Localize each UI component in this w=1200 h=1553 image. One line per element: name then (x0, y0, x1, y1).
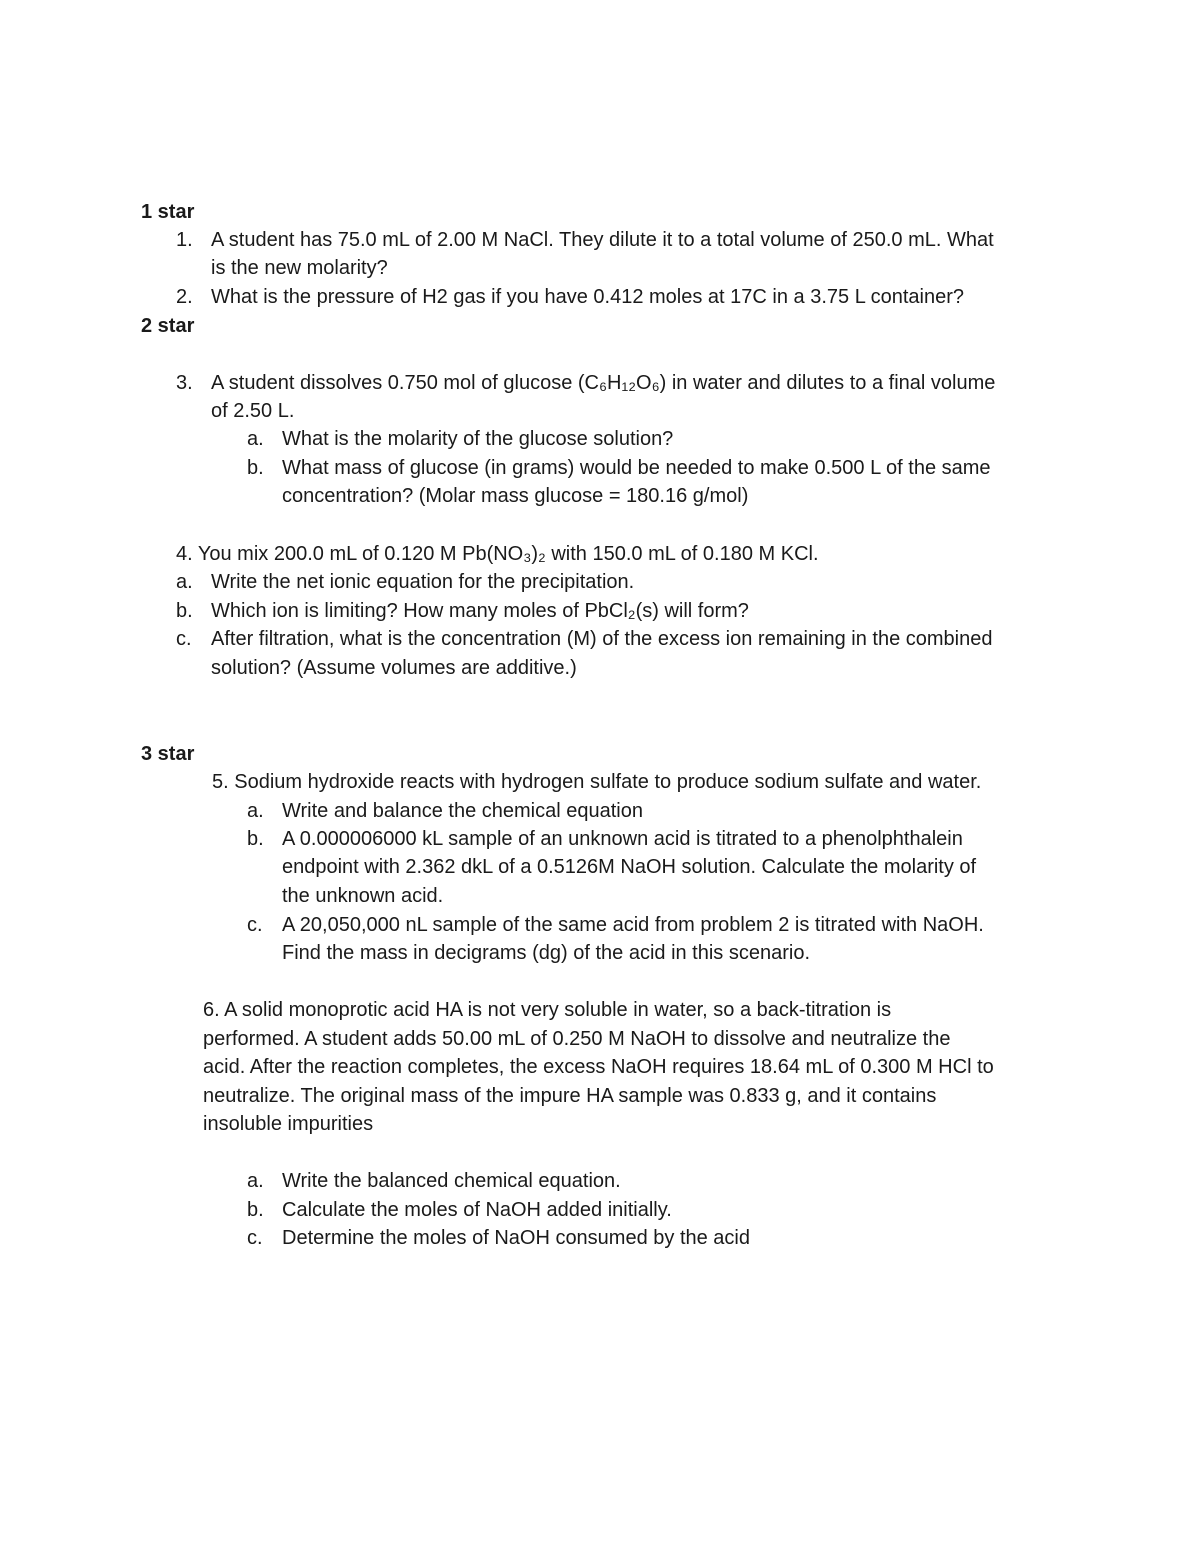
question-2-text-line-1: What is the pressure of H2 gas if you have 0.412 moles at 17C in a 3.75 L container? (211, 286, 965, 308)
question-6a-letter: a. (247, 1170, 264, 1192)
question-5c-letter: c. (247, 914, 263, 936)
question-6-text-line-3: acid. After the reaction completes, the excess NaOH requires 18.64 mL of 0.300 M HCl to (203, 1056, 994, 1078)
question-4a-text: Write the net ionic equation for the precipitation. (211, 571, 635, 593)
question-4b-letter: b. (176, 600, 193, 622)
question-5a-letter: a. (247, 800, 264, 822)
question-3b-text-line-2: concentration? (Molar mass glucose = 180.16 g/mol) (282, 485, 749, 507)
question-1-text-line-1: A student has 75.0 mL of 2.00 M NaCl. They dilute it to a total volume of 250.0 mL. What (211, 229, 994, 251)
question-1-number: 1. (176, 229, 193, 251)
question-3a-letter: a. (247, 428, 264, 450)
question-5b-text-line-1: A 0.000006000 kL sample of an unknown acid is titrated to a phenolphthalein (282, 828, 963, 850)
question-5-text: 5. Sodium hydroxide reacts with hydrogen sulfate to produce sodium sulfate and water. (212, 771, 982, 793)
question-2-number: 2. (176, 286, 193, 308)
question-4c-letter: c. (176, 628, 192, 650)
question-3b-letter: b. (247, 457, 264, 479)
question-3b-text-line-1: What mass of glucose (in grams) would be needed to make 0.500 L of the same (282, 457, 991, 479)
question-6-text-line-1: 6. A solid monoprotic acid HA is not very soluble in water, so a back-titration is (203, 999, 892, 1021)
question-6b-letter: b. (247, 1199, 264, 1221)
question-5a-text: Write and balance the chemical equation (282, 800, 643, 822)
question-5c-text-line-2: Find the mass in decigrams (dg) of the acid in this scenario. (282, 942, 811, 964)
question-4c-text-line-1: After filtration, what is the concentration (M) of the excess ion remaining in the combined (211, 628, 993, 650)
question-6-text-line-5: insoluble impurities (203, 1113, 374, 1135)
question-5b-letter: b. (247, 828, 264, 850)
question-4c-text-line-2: solution? (Assume volumes are additive.) (211, 657, 577, 679)
question-5c-text-line-1: A 20,050,000 nL sample of the same acid from problem 2 is titrated with NaOH. (282, 914, 984, 936)
section-heading-2-star: 2 star (141, 315, 195, 337)
question-1-text-line-2: is the new molarity? (211, 257, 388, 279)
question-3-text-line-1: A student dissolves 0.750 mol of glucose (C₆H₁₂O₆) in water and dilutes to a final volume (211, 372, 996, 394)
question-6-text-line-4: neutralize. The original mass of the impure HA sample was 0.833 g, and it contains (203, 1085, 937, 1107)
question-4a-letter: a. (176, 571, 193, 593)
question-3-number: 3. (176, 372, 193, 394)
question-6b-text: Calculate the moles of NaOH added initially. (282, 1199, 672, 1221)
question-6a-text: Write the balanced chemical equation. (282, 1170, 621, 1192)
question-3-text-line-2: of 2.50 L. (211, 400, 295, 422)
question-4-text: 4. You mix 200.0 mL of 0.120 M Pb(NO₃)₂ with 150.0 mL of 0.180 M KCl. (176, 543, 819, 565)
question-4b-text: Which ion is limiting? How many moles of PbCl₂(s) will form? (211, 600, 749, 622)
question-3a-text: What is the molarity of the glucose solution? (282, 428, 674, 450)
question-6c-text: Determine the moles of NaOH consumed by the acid (282, 1227, 750, 1249)
question-6-text-line-2: performed. A student adds 50.00 mL of 0.250 M NaOH to dissolve and neutralize the (203, 1028, 951, 1050)
question-5b-text-line-3: the unknown acid. (282, 885, 444, 907)
section-heading-3-star: 3 star (141, 743, 195, 765)
section-heading-1-star: 1 star (141, 201, 195, 223)
question-6c-letter: c. (247, 1227, 263, 1249)
question-5b-text-line-2: endpoint with 2.362 dkL of a 0.5126M NaOH solution. Calculate the molarity of (282, 856, 977, 878)
